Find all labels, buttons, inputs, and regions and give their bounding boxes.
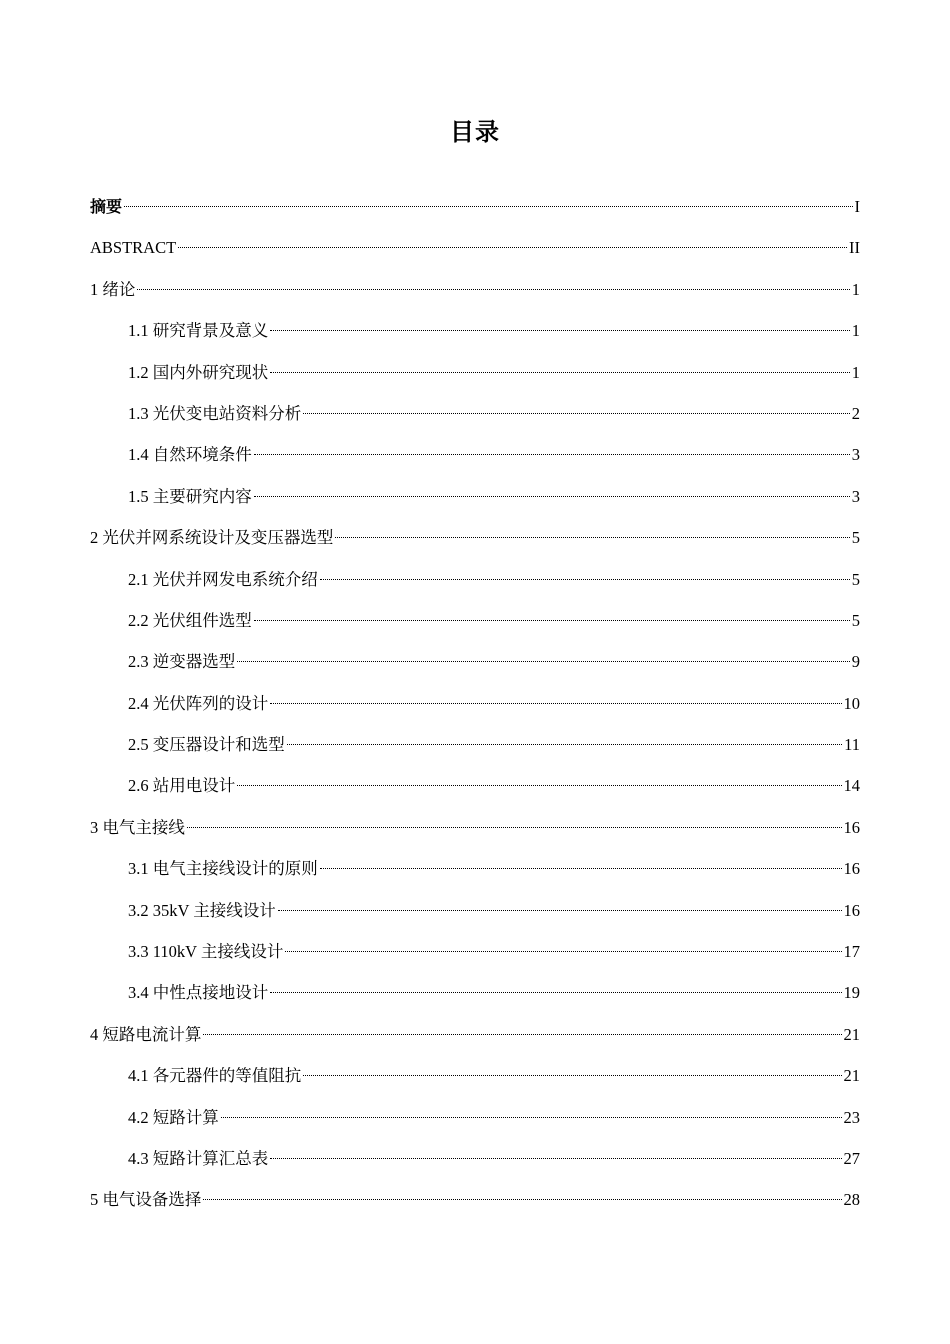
toc-dot-leader [178,247,847,248]
toc-dot-leader [254,620,850,621]
toc-entry-label: 1.5 主要研究内容 [128,486,252,506]
toc-entry-label: 4.3 短路计算汇总表 [128,1148,269,1168]
toc-entry-label: 2.1 光伏并网发电系统介绍 [128,569,318,589]
toc-entry[interactable] [90,1186,860,1227]
toc-dot-leader [203,1034,841,1035]
toc-dot-leader [303,413,850,414]
toc-entry[interactable] [90,814,860,855]
toc-entry-page-number: 21 [843,1066,860,1086]
toc-entry-label: 1.2 国内外研究现状 [128,362,269,382]
toc-dot-leader [254,454,850,455]
toc-entry-page-number: 5 [851,569,860,589]
toc-dot-leader [270,330,850,331]
toc-entry-page-number: 10 [843,693,860,713]
toc-entry-page-number: 1 [851,362,860,382]
toc-entry[interactable] [90,524,860,565]
toc-dot-leader [287,744,842,745]
toc-entry-page-number: 1 [851,279,860,299]
toc-entry-label: 1 绪论 [90,279,136,299]
toc-entry[interactable] [90,731,860,772]
toc-entry-page-number: 3 [851,445,860,465]
toc-entry-label: 摘要 [90,197,123,216]
toc-dot-leader [320,868,842,869]
toc-dot-leader [270,372,850,373]
toc-entry[interactable] [90,1021,860,1062]
toc-entry[interactable] [90,648,860,689]
toc-entry-page-number: 11 [844,735,860,755]
toc-entry[interactable] [90,359,860,400]
toc-entry-label: 3 电气主接线 [90,817,185,837]
toc-dot-leader [320,579,850,580]
toc-dot-leader [270,1158,841,1159]
toc-entry-page-number: 21 [843,1024,860,1044]
toc-dot-leader [303,1075,841,1076]
toc-entry[interactable] [90,979,860,1020]
toc-entry[interactable] [90,690,860,731]
toc-entry-label: 2.2 光伏组件选型 [128,610,252,630]
toc-entry[interactable] [90,607,860,648]
toc-entry-label: 3.2 35kV 主接线设计 [128,900,276,920]
toc-entry-label: 2.4 光伏阵列的设计 [128,693,269,713]
toc-entry-label: ABSTRACT [90,238,177,258]
toc-dot-leader [335,537,849,538]
toc-entry-label: 2.5 变压器设计和选型 [128,735,285,755]
toc-entry-label: 3.4 中性点接地设计 [128,983,269,1003]
toc-entry-label: 4 短路电流计算 [90,1024,202,1044]
toc-dot-leader [270,703,841,704]
toc-entry-page-number: 1 [851,321,860,341]
toc-entry[interactable] [90,1145,860,1186]
toc-entry-page-number: 19 [843,983,860,1003]
toc-dot-leader [124,206,852,207]
toc-entry-page-number: 2 [851,403,860,423]
toc-dot-leader [137,289,849,290]
toc-entry-page-number: 16 [843,859,860,879]
toc-entry[interactable] [90,772,860,813]
toc-dot-leader [221,1117,842,1118]
toc-entry-label: 1.4 自然环境条件 [128,445,252,465]
toc-dot-leader [203,1199,841,1200]
page-title: 目录 [450,118,500,146]
toc-entry-label: 5 电气设备选择 [90,1190,202,1210]
toc-entry-label: 2.3 逆变器选型 [128,652,236,672]
toc-entry-page-number: 14 [843,776,860,796]
toc-entry-label: 4.1 各元器件的等值阻抗 [128,1066,302,1086]
toc-entry-label: 2.6 站用电设计 [128,776,236,796]
toc-entry[interactable] [90,938,860,979]
toc-dot-leader [187,827,842,828]
toc-entry[interactable] [90,234,860,275]
toc-entry-page-number: 16 [843,900,860,920]
toc-entry[interactable] [90,483,860,524]
toc-entry[interactable] [90,855,860,896]
toc-entry-page-number: 17 [843,942,860,962]
toc-entry[interactable] [90,1062,860,1103]
toc-entry-page-number: 28 [843,1190,860,1210]
toc-dot-leader [270,992,841,993]
toc-dot-leader [237,785,841,786]
toc-entry-page-number: 3 [851,486,860,506]
toc-entry[interactable] [90,897,860,938]
toc-entry-page-number: 23 [843,1107,860,1127]
toc-entry-page-number: I [854,197,860,216]
toc-entry-label: 3.3 110kV 主接线设计 [128,942,284,962]
toc-entry-label: 1.3 光伏变电站资料分析 [128,403,302,423]
toc-entry[interactable] [90,317,860,358]
toc-entry[interactable] [90,441,860,482]
toc-dot-leader [237,661,850,662]
toc-entry-label: 4.2 短路计算 [128,1107,219,1127]
toc-entry-page-number: 5 [851,610,860,630]
toc-dot-leader [278,910,842,911]
toc-entry-page-number: 5 [851,528,860,548]
toc-entry-label: 2 光伏并网系统设计及变压器选型 [90,528,334,548]
toc-entry-page-number: 9 [851,652,860,672]
toc-entry-label: 3.1 电气主接线设计的原则 [128,859,318,879]
toc-entry-page-number: II [849,238,860,258]
toc-entry[interactable] [90,566,860,607]
toc-entry-label: 1.1 研究背景及意义 [128,321,269,341]
toc-entry[interactable] [90,276,860,317]
toc-entry-page-number: 27 [843,1148,860,1168]
table-of-contents [90,193,860,1228]
toc-entry[interactable] [90,193,860,234]
toc-entry[interactable] [90,400,860,441]
toc-dot-leader [254,496,850,497]
toc-dot-leader [285,951,841,952]
toc-entry-page-number: 16 [843,817,860,837]
toc-entry[interactable] [90,1104,860,1145]
